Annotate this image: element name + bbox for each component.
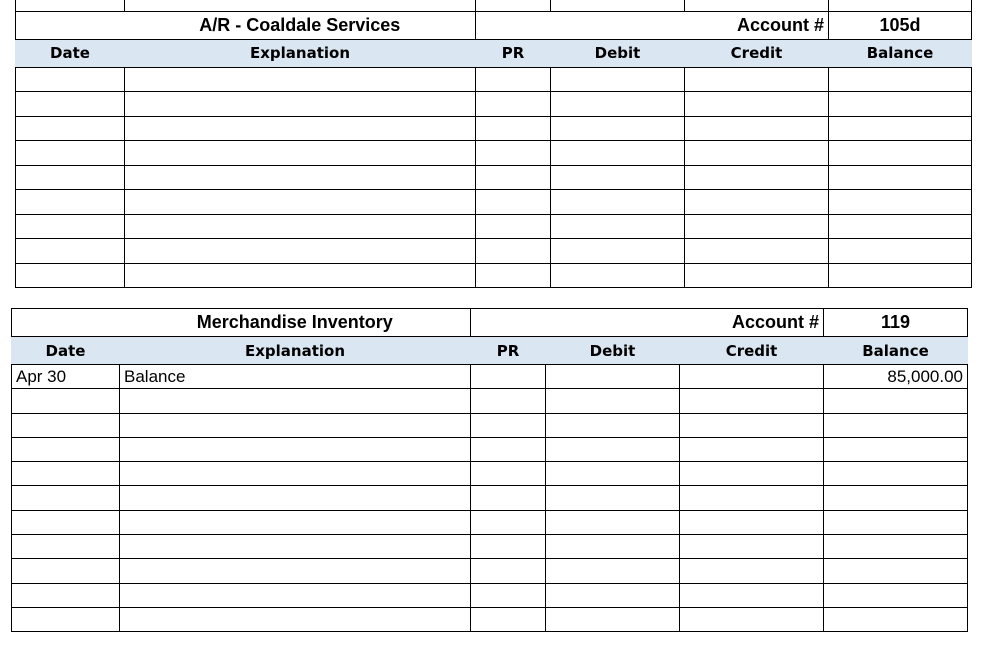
table-row: [16, 239, 972, 264]
cell-debit[interactable]: [551, 92, 685, 117]
column-header-row: [12, 337, 968, 365]
cell-debit[interactable]: [551, 67, 685, 92]
cell-balance[interactable]: [824, 510, 968, 534]
cell-balance[interactable]: [829, 116, 972, 141]
cell-credit[interactable]: [685, 92, 829, 117]
cell-pr[interactable]: [471, 389, 546, 413]
account-label[interactable]: Account #: [476, 11, 829, 39]
cell-explanation[interactable]: [120, 486, 471, 510]
table-row: [16, 116, 972, 141]
cell-pr[interactable]: [471, 607, 546, 631]
cell-debit[interactable]: [546, 413, 680, 437]
cell-explanation[interactable]: [120, 535, 471, 559]
cell-date[interactable]: [12, 510, 120, 534]
cell-credit[interactable]: [680, 365, 824, 389]
table-row: [16, 165, 972, 190]
cell-balance[interactable]: [824, 389, 968, 413]
cell-balance[interactable]: [824, 462, 968, 486]
cell-balance[interactable]: [829, 67, 972, 92]
col-debit: Debit: [546, 337, 680, 365]
cell-explanation[interactable]: [125, 67, 476, 92]
cell-balance[interactable]: [829, 190, 972, 215]
cell-explanation[interactable]: [120, 413, 471, 437]
table-row: [16, 92, 972, 117]
ledger-ar-coaldale: [15, 0, 972, 288]
table-row: [12, 413, 968, 437]
cell-pr[interactable]: [471, 486, 546, 510]
table-row: [16, 190, 972, 215]
ledger-title[interactable]: Merchandise Inventory: [120, 309, 471, 337]
cell-balance[interactable]: [824, 607, 968, 631]
ledger-title-row: [16, 11, 972, 39]
cell-date[interactable]: [16, 165, 125, 190]
cell-debit[interactable]: [546, 559, 680, 583]
cell-balance[interactable]: 85,000.00: [824, 365, 968, 389]
cell-pr[interactable]: [471, 510, 546, 534]
cell-date[interactable]: [12, 535, 120, 559]
cell-pr[interactable]: [476, 92, 551, 117]
cell-date[interactable]: [16, 190, 125, 215]
col-credit: Credit: [680, 337, 824, 365]
cell-explanation[interactable]: [120, 437, 471, 461]
table-row: [12, 535, 968, 559]
cell-credit[interactable]: [685, 165, 829, 190]
cell-explanation[interactable]: [125, 165, 476, 190]
cell-date[interactable]: [12, 559, 120, 583]
cell-balance[interactable]: [829, 165, 972, 190]
cell-debit[interactable]: [546, 510, 680, 534]
cell-date[interactable]: [16, 239, 125, 264]
cell-date[interactable]: [16, 92, 125, 117]
cell-explanation[interactable]: [120, 583, 471, 607]
cell-pr[interactable]: [471, 365, 546, 389]
ledger-title-row: [12, 309, 968, 337]
cell-balance[interactable]: [824, 559, 968, 583]
cell-credit[interactable]: [685, 214, 829, 239]
cell-date[interactable]: [12, 437, 120, 461]
cell-balance[interactable]: [829, 214, 972, 239]
table-row: [12, 437, 968, 461]
cell-credit[interactable]: [685, 141, 829, 166]
cell-date[interactable]: [16, 141, 125, 166]
table-row: [12, 510, 968, 534]
ledger-title[interactable]: A/R - Coaldale Services: [125, 11, 476, 39]
cell-pr[interactable]: [471, 413, 546, 437]
cell-explanation[interactable]: [120, 462, 471, 486]
col-date: Date: [12, 337, 120, 365]
cell-credit[interactable]: [680, 607, 824, 631]
cell-credit[interactable]: [680, 437, 824, 461]
col-pr: PR: [471, 337, 546, 365]
cell-balance[interactable]: [829, 92, 972, 117]
cell-credit[interactable]: [685, 190, 829, 215]
account-number[interactable]: 119: [824, 309, 968, 337]
cell-explanation[interactable]: [125, 214, 476, 239]
cell-balance[interactable]: [829, 141, 972, 166]
cell-credit[interactable]: [680, 535, 824, 559]
cell-debit[interactable]: [551, 165, 685, 190]
cell-balance[interactable]: [824, 437, 968, 461]
cell-credit[interactable]: [680, 486, 824, 510]
table-row: [16, 67, 972, 92]
cell-date[interactable]: [16, 263, 125, 288]
cell-date[interactable]: Apr 30: [12, 365, 120, 389]
cell-explanation[interactable]: [125, 92, 476, 117]
column-header-row: [16, 39, 972, 67]
cell-date[interactable]: [16, 116, 125, 141]
cell-credit[interactable]: [680, 510, 824, 534]
col-date: Date: [16, 39, 125, 67]
cell-date[interactable]: [16, 67, 125, 92]
table-row: [16, 263, 972, 288]
cell-debit[interactable]: [551, 190, 685, 215]
cell-explanation[interactable]: [125, 239, 476, 264]
cell-balance[interactable]: [824, 486, 968, 510]
cell-debit[interactable]: [546, 583, 680, 607]
cell-explanation[interactable]: [120, 389, 471, 413]
cell-debit[interactable]: [546, 462, 680, 486]
cell-date[interactable]: [12, 389, 120, 413]
cell-debit[interactable]: [546, 607, 680, 631]
cell-debit[interactable]: [546, 365, 680, 389]
cell-pr[interactable]: [471, 559, 546, 583]
col-debit: Debit: [551, 39, 685, 67]
cell-explanation[interactable]: [120, 607, 471, 631]
cell-explanation[interactable]: [125, 116, 476, 141]
cell-pr[interactable]: [476, 263, 551, 288]
cell-debit[interactable]: [551, 141, 685, 166]
col-credit: Credit: [685, 39, 829, 67]
cell-credit[interactable]: [685, 116, 829, 141]
cell-credit[interactable]: [680, 389, 824, 413]
cell-pr[interactable]: [471, 535, 546, 559]
cell-explanation[interactable]: [120, 559, 471, 583]
cell-credit[interactable]: [685, 263, 829, 288]
account-label[interactable]: Account #: [471, 309, 824, 337]
cell-pr[interactable]: [471, 437, 546, 461]
table-row: [12, 486, 968, 510]
cell-balance[interactable]: [824, 535, 968, 559]
cell-credit[interactable]: [685, 239, 829, 264]
table-row: [16, 214, 972, 239]
table-row: [12, 607, 968, 631]
cell-pr[interactable]: [476, 239, 551, 264]
cell-pr[interactable]: [471, 462, 546, 486]
cell-debit[interactable]: [546, 486, 680, 510]
ledger-top-row: [16, 0, 972, 11]
cell-balance[interactable]: [824, 413, 968, 437]
cell-debit[interactable]: [551, 214, 685, 239]
cell-credit[interactable]: [680, 413, 824, 437]
cell-pr[interactable]: [476, 141, 551, 166]
cell-date[interactable]: [16, 214, 125, 239]
col-explanation: Explanation: [125, 39, 476, 67]
cell-pr[interactable]: [476, 190, 551, 215]
cell-explanation[interactable]: Balance: [120, 365, 471, 389]
ledger-merchandise-inventory: [11, 308, 968, 632]
cell-pr[interactable]: [476, 214, 551, 239]
cell-pr[interactable]: [471, 583, 546, 607]
cell-debit[interactable]: [546, 437, 680, 461]
cell-balance[interactable]: [829, 263, 972, 288]
cell-balance[interactable]: [829, 239, 972, 264]
cell-explanation[interactable]: [125, 263, 476, 288]
cell-credit[interactable]: [685, 67, 829, 92]
col-balance: Balance: [824, 337, 968, 365]
table-row: [16, 141, 972, 166]
cell-debit[interactable]: [546, 535, 680, 559]
cell-balance[interactable]: [824, 583, 968, 607]
table-row: [12, 559, 968, 583]
cell-credit[interactable]: [680, 583, 824, 607]
col-explanation: Explanation: [120, 337, 471, 365]
cell-debit[interactable]: [546, 389, 680, 413]
account-number[interactable]: 105d: [829, 11, 972, 39]
cell-credit[interactable]: [680, 559, 824, 583]
cell-pr[interactable]: [476, 165, 551, 190]
table-row: [12, 583, 968, 607]
cell-credit[interactable]: [680, 462, 824, 486]
cell-pr[interactable]: [476, 116, 551, 141]
col-pr: PR: [476, 39, 551, 67]
cell-date[interactable]: [12, 413, 120, 437]
cell-date[interactable]: [12, 486, 120, 510]
cell-debit[interactable]: [551, 263, 685, 288]
col-balance: Balance: [829, 39, 972, 67]
cell-pr[interactable]: [476, 67, 551, 92]
cell-date[interactable]: [12, 583, 120, 607]
cell-debit[interactable]: [551, 239, 685, 264]
cell-date[interactable]: [12, 462, 120, 486]
cell-debit[interactable]: [551, 116, 685, 141]
cell-explanation[interactable]: [120, 510, 471, 534]
cell-explanation[interactable]: [125, 141, 476, 166]
table-row: [12, 462, 968, 486]
table-row: [12, 389, 968, 413]
cell-date[interactable]: [12, 607, 120, 631]
cell-explanation[interactable]: [125, 190, 476, 215]
table-row: [12, 365, 968, 389]
